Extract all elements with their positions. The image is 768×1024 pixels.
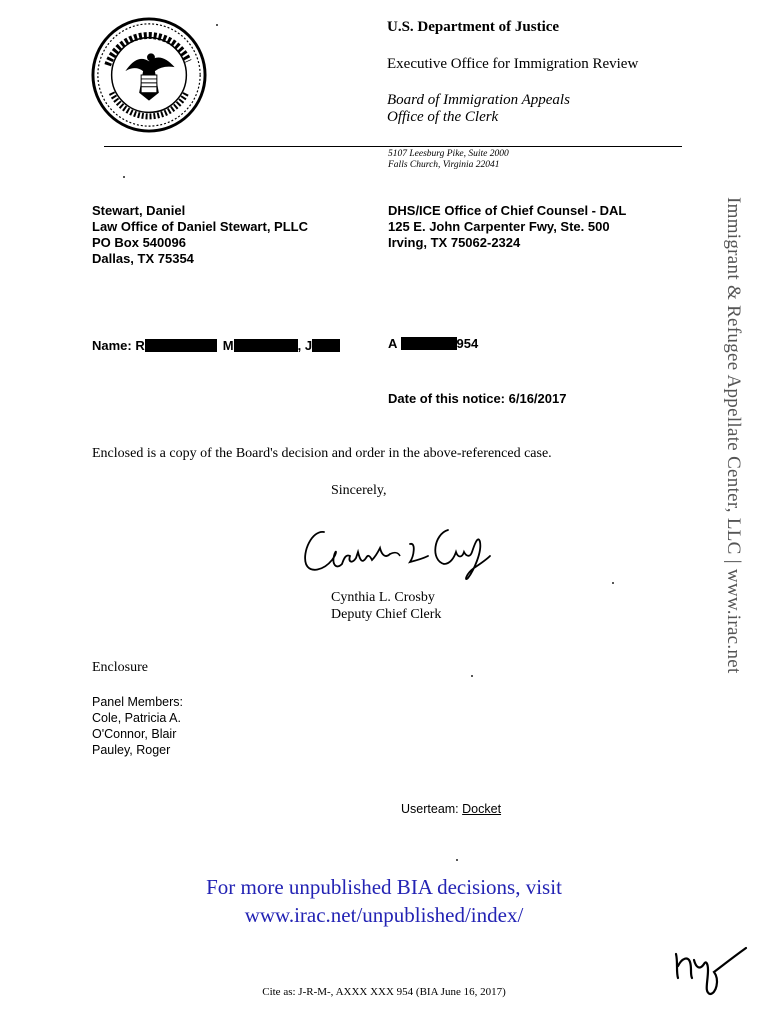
name-label: Name: — [92, 338, 136, 353]
recipient-city: Dallas, TX 75354 — [92, 251, 194, 266]
sidebar-watermark: Immigrant & Refugee Appellate Center, LLC | www.irac.net — [723, 197, 744, 674]
redaction-bar — [145, 339, 217, 352]
redaction-bar — [234, 339, 298, 352]
letterhead-rule — [104, 146, 682, 147]
enclosure-label: Enclosure — [92, 660, 148, 675]
scan-speck — [216, 24, 218, 26]
recipient-po-box: PO Box 540096 — [92, 235, 186, 250]
signer-block — [331, 589, 441, 623]
panel-member: Cole, Patricia A. — [92, 711, 181, 725]
recipient-name: Stewart, Daniel — [92, 203, 186, 218]
userteam-value: Docket — [462, 802, 502, 816]
userteam — [401, 802, 501, 816]
body-text: Enclosed is a copy of the Board's decision and order in the above-referenced case. — [92, 446, 552, 461]
agency-name: U.S. Department of Justice — [387, 19, 560, 35]
scan-speck — [471, 675, 473, 677]
signer-title: Deputy Chief Clerk — [331, 607, 442, 622]
respondent-name-line — [92, 338, 340, 353]
scan-speck — [123, 176, 125, 178]
recipient-firm: Law Office of Daniel Stewart, PLLC — [92, 219, 308, 234]
board-label: Board of Immigration Appeals — [387, 92, 570, 108]
panel-member: Pauley, Roger — [92, 743, 171, 757]
signature-icon — [298, 512, 498, 584]
citation: Cite as: J-R-M-, AXXX XXX 954 (BIA June 16, 2017) — [262, 986, 506, 998]
name-initial-1: R — [135, 338, 145, 353]
recipient-address-right — [388, 203, 626, 251]
name-separator: , J — [297, 338, 313, 353]
notice-date: Date of this notice: 6/16/2017 — [388, 391, 567, 406]
dhs-street: 125 E. John Carpenter Fwy, Ste. 500 — [388, 219, 610, 234]
board-name — [387, 92, 570, 126]
promo-link[interactable]: www.irac.net/unpublished/index/ — [244, 903, 524, 927]
letterhead-city: Falls Church, Virginia 22041 — [388, 160, 500, 170]
a-number-prefix: A — [388, 336, 401, 351]
promo-line-1: For more unpublished BIA decisions, visit — [206, 875, 562, 899]
redaction-bar — [401, 337, 457, 350]
dhs-office: DHS/ICE Office of Chief Counsel - DAL — [388, 203, 627, 218]
clerk-office-label: Office of the Clerk — [387, 109, 499, 125]
panel-members — [92, 694, 183, 758]
handwritten-initials-icon — [670, 940, 752, 996]
signer-name: Cynthia L. Crosby — [331, 590, 435, 605]
letterhead-street: 5107 Leesburg Pike, Suite 2000 — [388, 149, 509, 159]
redaction-bar — [312, 339, 340, 352]
closing: Sincerely, — [331, 483, 387, 498]
panel-member: O'Connor, Blair — [92, 727, 177, 741]
recipient-address-left — [92, 203, 308, 267]
office-name: Executive Office for Immigration Review — [387, 56, 639, 72]
a-number-suffix: 954 — [456, 336, 479, 351]
panel-label: Panel Members: — [92, 695, 184, 709]
scan-speck — [612, 582, 614, 584]
alien-number-line — [388, 336, 478, 351]
letterhead-address — [388, 149, 509, 171]
name-initial-2: M — [222, 338, 234, 353]
doj-seal-icon — [90, 16, 208, 134]
dhs-city: Irving, TX 75062-2324 — [388, 235, 521, 250]
promo-banner — [0, 873, 768, 929]
scan-speck — [456, 859, 458, 861]
userteam-label: Userteam: — [401, 802, 463, 816]
